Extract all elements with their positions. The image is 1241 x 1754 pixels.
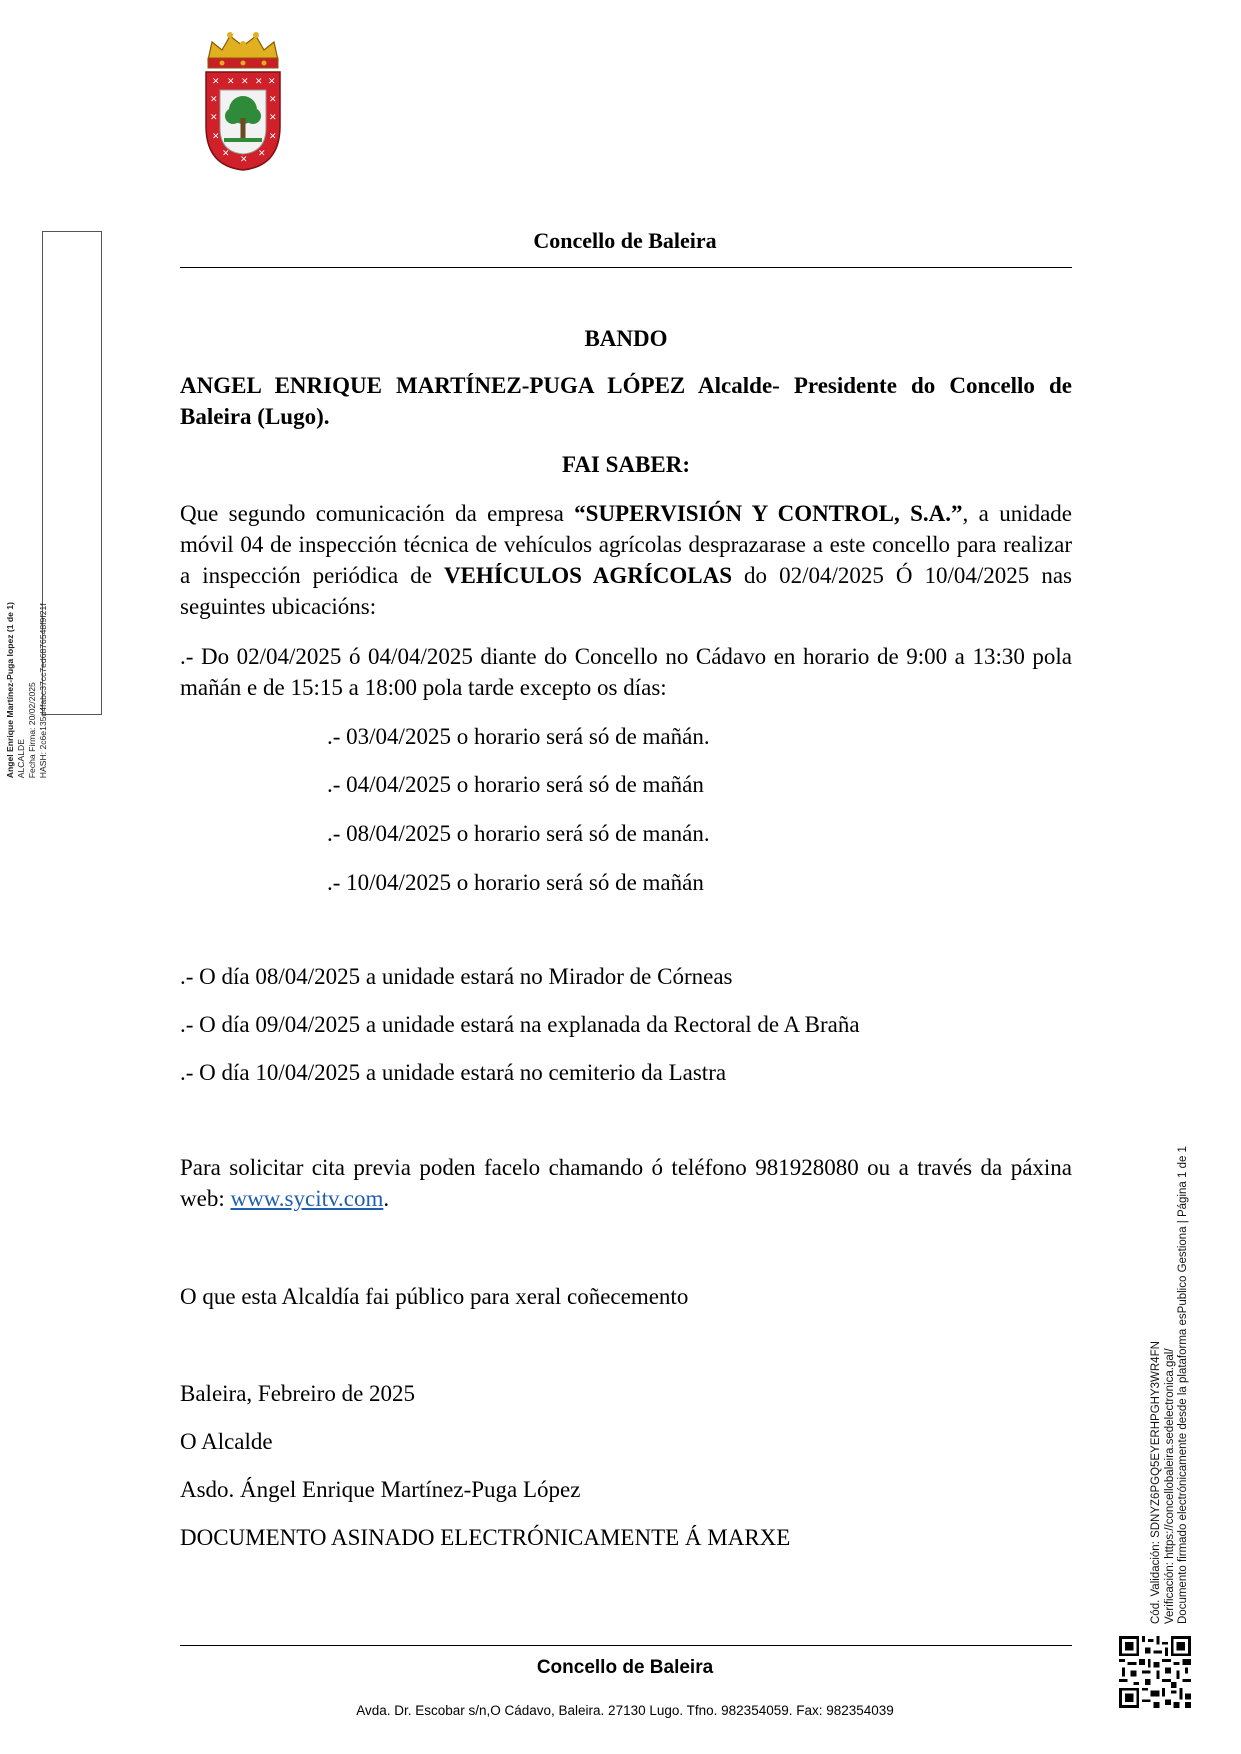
signer-name: Asdo. Ángel Enrique Martínez-Puga López (180, 1477, 581, 1502)
svg-text:✕: ✕ (240, 155, 248, 165)
vehicle-type: VEHÍCULOS AGRÍCOLAS (443, 563, 733, 588)
verification-code: Cód. Validación: SDNYZ6PGQ5EYERHPGHY3WR4FN (1150, 1341, 1162, 1624)
appointment-end: . (383, 1186, 390, 1211)
intro-text-1: Que segundo comunicación da empresa (180, 501, 575, 526)
signed-note: DOCUMENTO ASINADO ELECTRÓNICAMENTE Á MARXE (180, 1525, 791, 1550)
footer-address: Avda. Dr. Escobar s/n,O Cádavo, Baleira. 27130 Lugo. Tfno. 982354059. Fax: 982354039 (356, 1703, 894, 1718)
signature-date: Fecha Firma: 20/02/2025 (27, 682, 37, 779)
qr-code (1119, 1636, 1191, 1708)
footer-title: Concello de Baleira (536, 1657, 714, 1678)
website-link[interactable]: www.sycitv.com (230, 1186, 384, 1211)
schedule-paragraph: .- Do 02/04/2025 ó 04/04/2025 diante do Concello no Cádavo en horario de 9:00 a 13:30 pola mañán e de 15:15 a 18:00 pola tarde excepto os días: (180, 644, 1072, 700)
svg-text:✕: ✕ (210, 113, 218, 123)
intro-paragraph (180, 498, 1072, 622)
signature-role: ALCALDE (16, 739, 26, 779)
exception-item: .- 03/04/2025 o horario será só de mañán. (327, 724, 710, 749)
svg-text:✕: ✕ (269, 132, 277, 142)
signature-stamp-box (5, 231, 102, 779)
svg-text:✕: ✕ (255, 77, 263, 87)
appointment-paragraph (180, 1152, 1072, 1214)
location-item: .- O día 08/04/2025 a unidade estará no Mirador de Córneas (180, 964, 733, 989)
header-divider (180, 267, 1072, 268)
svg-text:✕: ✕ (269, 113, 277, 123)
verification-url: Verificación: https://concellobaleira.sedelectronica.gal/ (1163, 1348, 1176, 1624)
header-title: Concello de Baleira (533, 228, 717, 253)
svg-text:✕: ✕ (222, 149, 230, 159)
appointment-text: Para solicitar cita previa poden facelo chamando ó teléfono 981928080 ou a través da páxina web: (180, 1155, 1072, 1211)
location-item: .- O día 10/04/2025 a unidade estará no cemiterio da Lastra (180, 1060, 727, 1085)
fai-saber-heading: FAI SABER: (561, 452, 690, 477)
intro-text-2: , a unidade móvil 04 de inspección técnica de vehículos agrícolas desprazarase a este concello para realizar a inspección periódica de (180, 501, 1072, 588)
date-line: Baleira, Febreiro de 2025 (180, 1381, 416, 1406)
verification-strip (1150, 1146, 1191, 1624)
signature-hash: HASH: 2c6e135d4fabc37cc7ed6876548f9f21f (38, 603, 48, 779)
svg-text:✕: ✕ (227, 77, 235, 87)
intro-text-3: do 02/04/2025 Ó 10/04/2025 nas seguintes ubicacións: (180, 563, 1072, 619)
document-heading: BANDO (584, 326, 668, 351)
signer-role: O Alcalde (180, 1429, 273, 1454)
footer-divider (180, 1645, 1072, 1646)
location-item: .- O día 09/04/2025 a unidade estará na explanada da Rectoral de A Braña (180, 1012, 860, 1037)
signature-stamp-text (5, 602, 49, 778)
signature-name: Angel Enrique Martínez-Puga lopez (1 de 1) (5, 602, 15, 779)
svg-text:✕: ✕ (212, 132, 220, 142)
exception-item: .- 08/04/2025 o horario será só de manán. (327, 821, 710, 846)
svg-text:✕: ✕ (268, 77, 276, 87)
verification-note: Documento firmado electrónicamente desde la plataforma esPublico Gestiona | Página 1 de 1 (1177, 1146, 1189, 1624)
mayor-line: ANGEL ENRIQUE MARTÍNEZ-PUGA LÓPEZ Alcalde- Presidente do Concello de Baleira (Lugo). (180, 373, 1072, 429)
coat-of-arms-logo (200, 26, 286, 172)
exception-item: .- 04/04/2025 o horario será só de mañán (327, 772, 704, 797)
svg-text:✕: ✕ (212, 77, 220, 87)
public-notice-line: O que esta Alcaldía fai público para xeral coñecemento (180, 1284, 689, 1309)
svg-text:✕: ✕ (269, 95, 277, 105)
svg-text:✕: ✕ (258, 149, 266, 159)
svg-text:✕: ✕ (210, 95, 218, 105)
svg-text:✕: ✕ (241, 77, 249, 87)
company-name: “SUPERVISIÓN Y CONTROL, S.A.” (574, 501, 963, 526)
exception-item: .- 10/04/2025 o horario será só de mañán (327, 870, 704, 895)
